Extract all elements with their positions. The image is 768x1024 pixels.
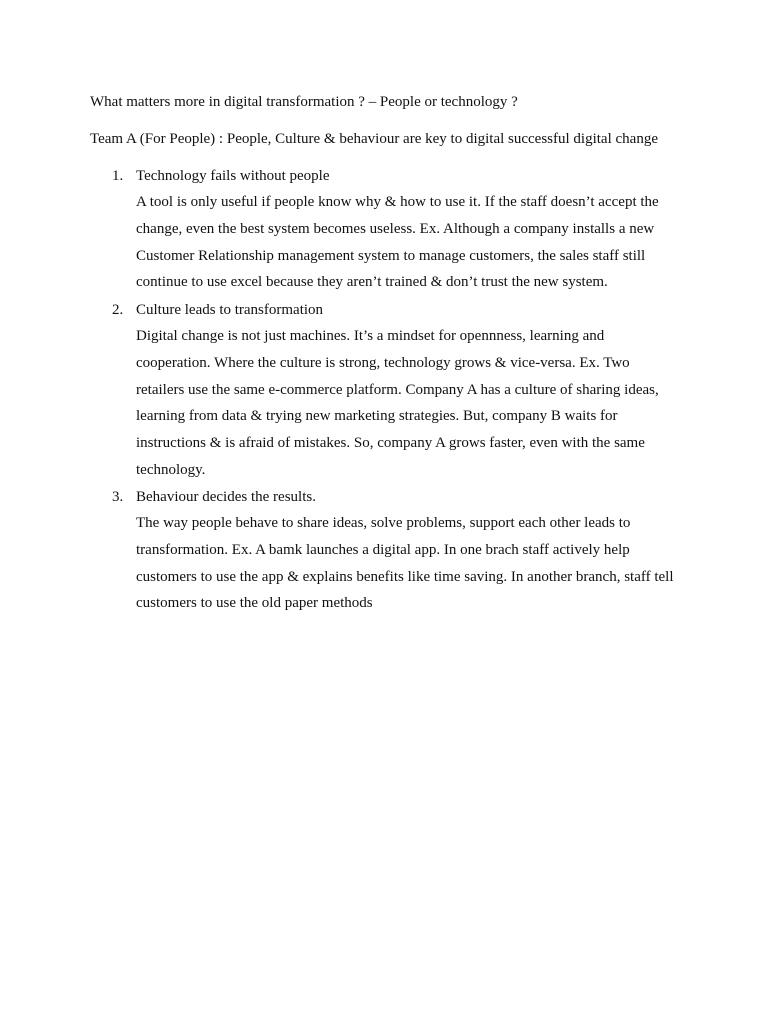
list-item-number: 2. — [112, 302, 124, 318]
list-item-title: Behaviour decides the results. — [136, 489, 316, 505]
list-item-number: 1. — [112, 168, 124, 184]
document-heading: What matters more in digital transformation ? – People or technology ? — [90, 94, 518, 110]
list-item-title: Technology fails without people — [136, 168, 330, 184]
list-item-body: Digital change is not just machines. It’s a mindset for opennness, learning and cooperation. Where the culture is strong, technology grows & vice-versa. Ex. Two retailers use the same e-commerce platform. Company A has a culture of sharing ideas, learning from data & trying new marketing strategies. But, company B waits for instructions & is afraid of mistakes. So, company A grows faster, even with the same technology. — [136, 328, 659, 478]
list-item-number: 3. — [112, 489, 124, 505]
list-item-body: The way people behave to share ideas, solve problems, support each other leads to transformation. Ex. A bamk launches a digital app. In one brach staff actively help customers to use the app & explains benefits like time saving. In another branch, staff tell customers to use the old paper methods — [136, 515, 674, 612]
team-statement: Team A (For People) : People, Culture & behaviour are key to digital successful digital change — [90, 131, 658, 147]
list-item-body: A tool is only useful if people know why & how to use it. If the staff doesn’t accept the change, even the best system becomes useless. Ex. Although a company installs a new Customer Relationship management system to manage customers, the sales staff still continue to use excel because they aren’t trained & don’t trust the new system. — [136, 194, 659, 291]
list-item-title: Culture leads to transformation — [136, 302, 324, 318]
